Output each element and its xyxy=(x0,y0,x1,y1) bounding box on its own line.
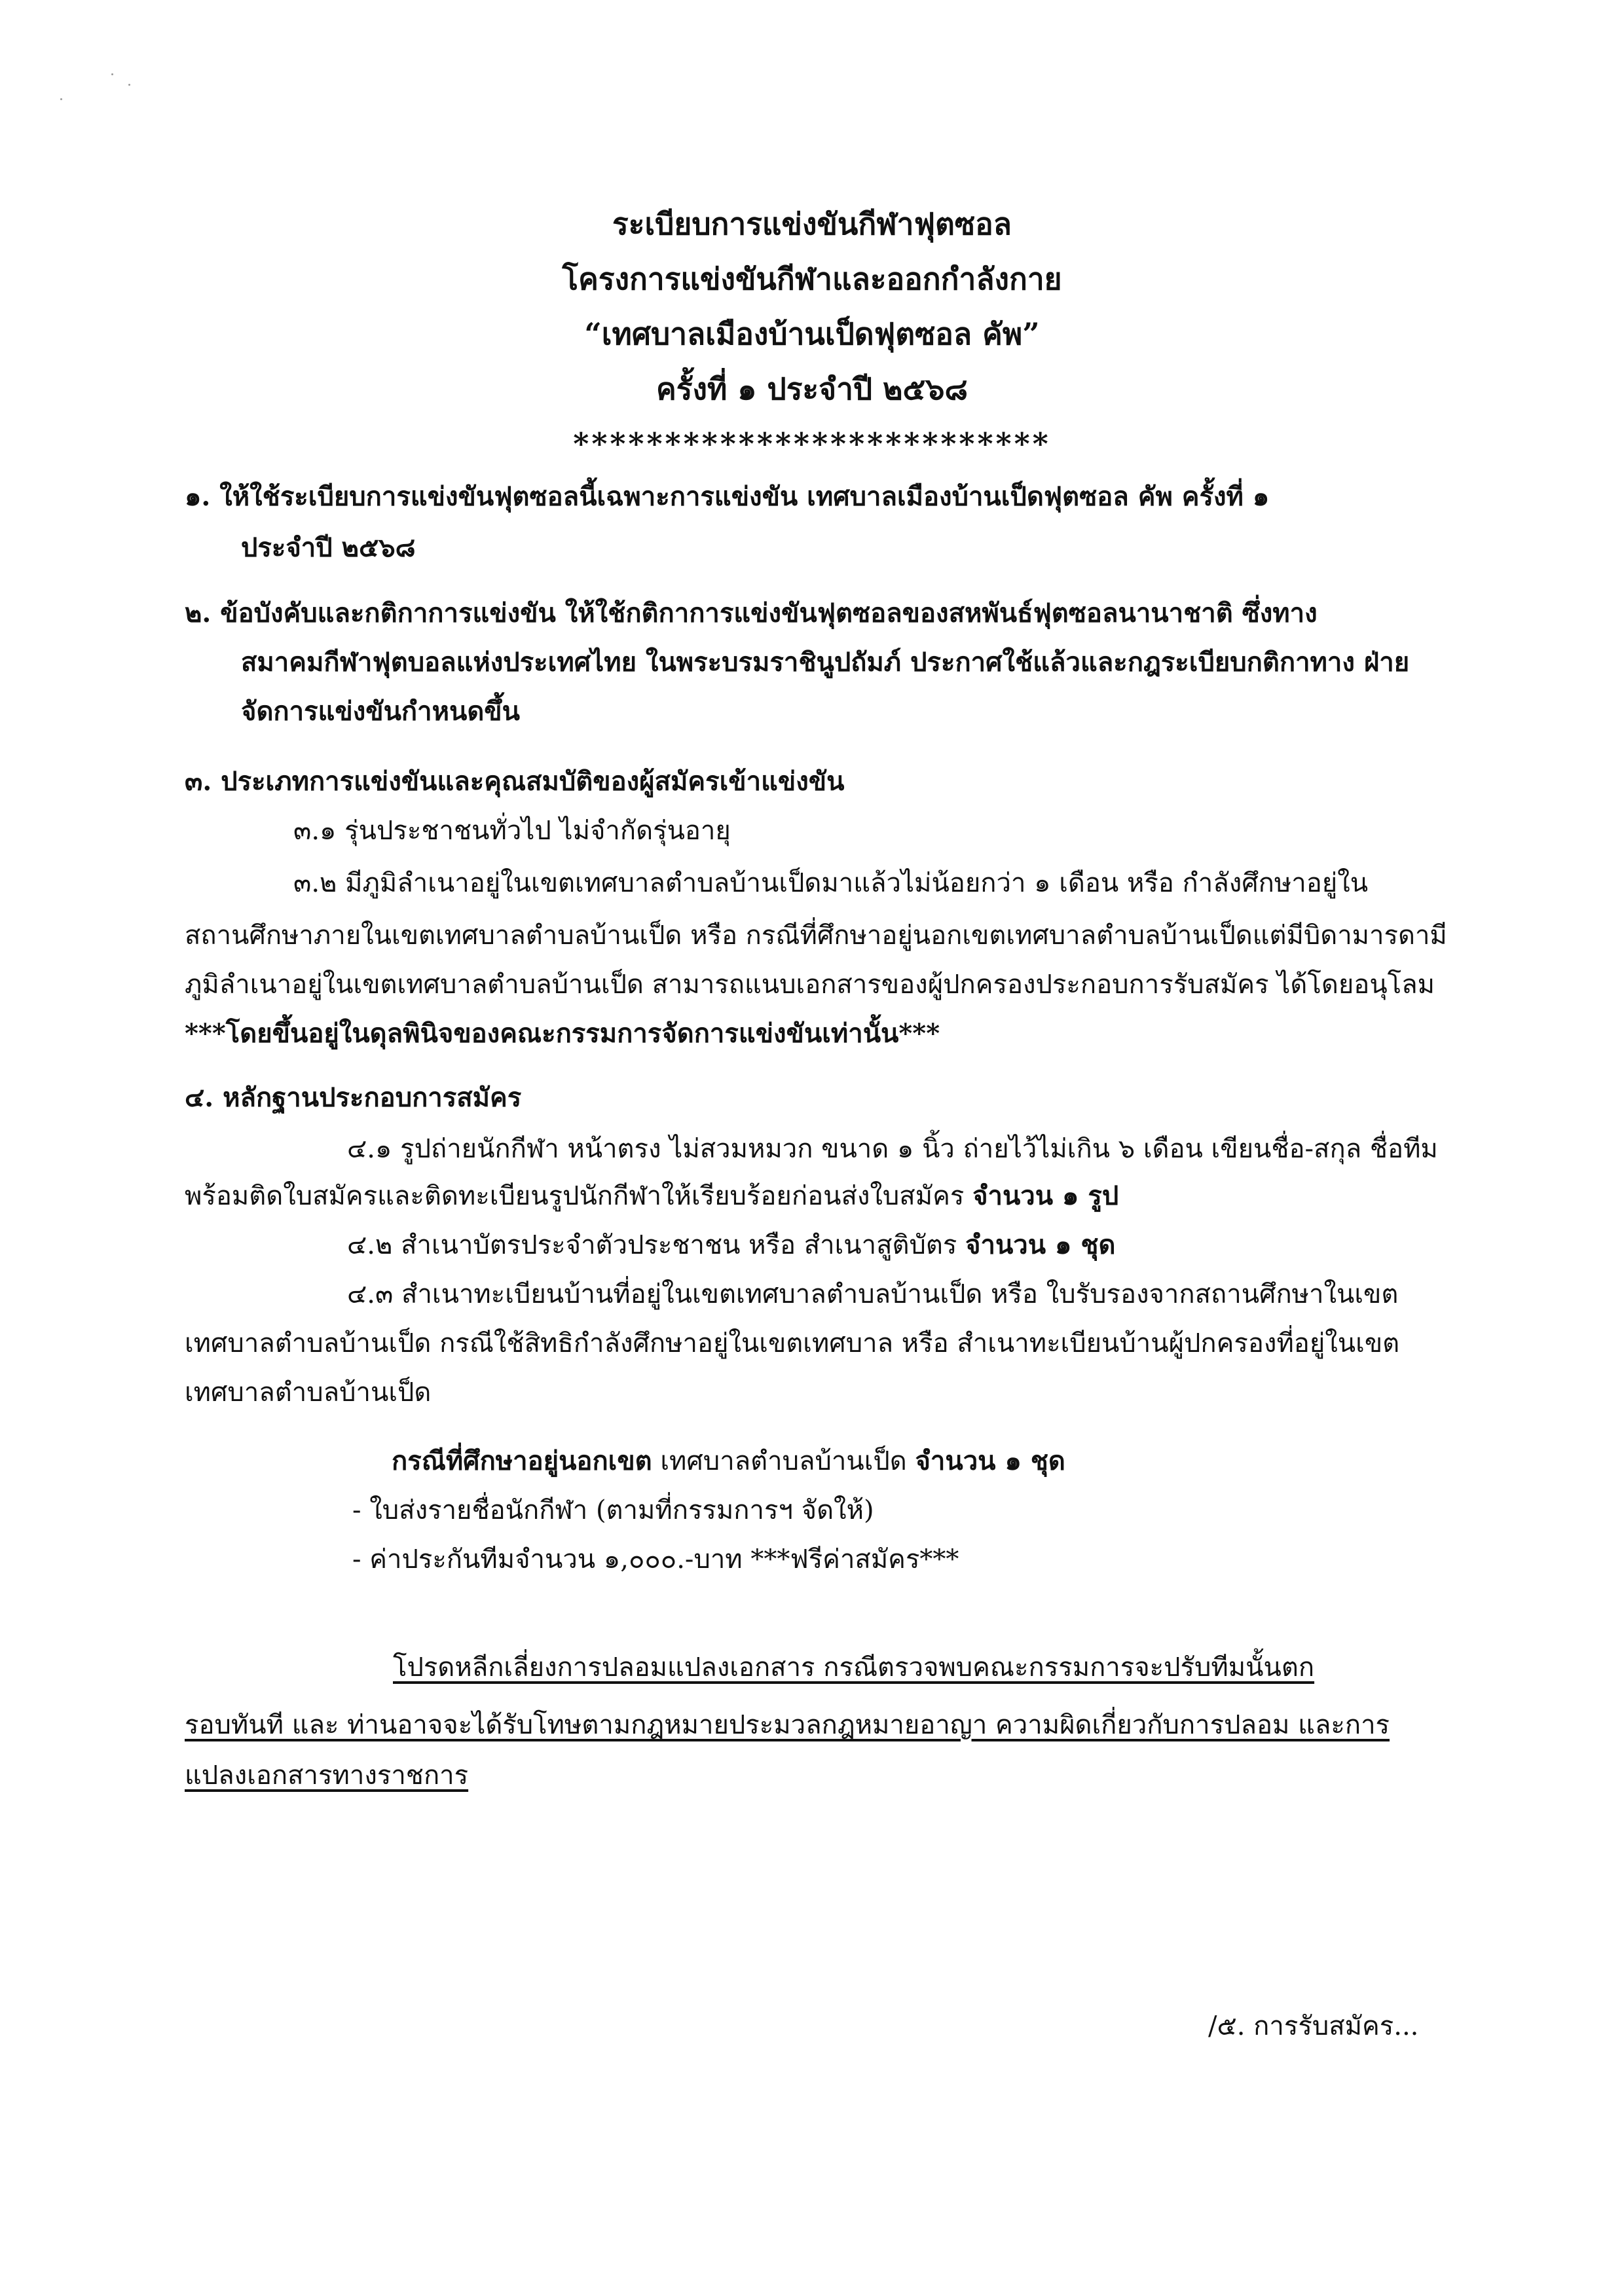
section3-item2-line1: ๓.๒ มีภูมิลำเนาอยู่ในเขตเทศบาลตำบลบ้านเป็ดมาแล้วไม่น้อยกว่า ๑ เดือน หรือ กำลังศึกษาอยู่ใน xyxy=(293,868,1369,898)
warning-line1: โปรดหลีกเลี่ยงการปลอมแปลงเอกสาร กรณีตรวจพบคณะกรรมการจะปรับทีมนั้นตก xyxy=(393,1652,1315,1683)
document-title: ระเบียบการแข่งขันกีฬาฟุตซอล xyxy=(612,206,1012,242)
warning-line3: แปลงเอกสารทางราชการ xyxy=(185,1760,469,1791)
outside-case-qty: จำนวน ๑ ชุด xyxy=(915,1446,1065,1476)
section2-line3: จัดการแข่งขันกำหนดขึ้น xyxy=(241,696,520,727)
outside-case-text: เทศบาลตำบลบ้านเป็ด xyxy=(660,1446,907,1476)
section4-item2-text: ๔.๒ สำเนาบัตรประจำตัวประชาชน หรือ สำเนาสูติบัตร xyxy=(347,1230,957,1260)
bullet-player-list: - ใบส่งรายชื่อนักกีฬา (ตามที่กรรมการฯ จัดให้) xyxy=(352,1495,874,1525)
scan-speck xyxy=(60,98,62,100)
section4-item1-line2 xyxy=(185,1172,1118,1220)
document-header xyxy=(0,196,1624,471)
section2-line1: ๒. ข้อบังคับและกติกาการแข่งขัน ให้ใช้กติกาการแข่งขันฟุตซอลของสหพันธ์ฟุตซอลนานาชาติ ซึ่งทาง xyxy=(185,598,1318,629)
section3-item2-line2: สถานศึกษาภายในเขตเทศบาลตำบลบ้านเป็ด หรือ กรณีที่ศึกษาอยู่นอกเขตเทศบาลตำบลบ้านเป็ดแต่มีบิดามารดามี xyxy=(185,920,1447,951)
section1-line1: ๑. ให้ใช้ระเบียบการแข่งขันฟุตซอลนี้เฉพาะการแข่งขัน เทศบาลเมืองบ้านเป็ดฟุตซอล คัพ ครั้งที่ ๑ xyxy=(185,481,1270,512)
cup-name: “เทศบาลเมืองบ้านเป็ดฟุตซอล คัพ” xyxy=(584,316,1040,352)
section1-line2: ประจำปี ๒๕๖๘ xyxy=(241,532,416,563)
section4-item3-line3: เทศบาลตำบลบ้านเป็ด xyxy=(185,1377,432,1408)
section4-item3-line1: ๔.๓ สำเนาทะเบียนบ้านที่อยู่ในเขตเทศบาลตำบลบ้านเป็ด หรือ ใบรับรองจากสถานศึกษาในเขต xyxy=(347,1279,1399,1309)
outside-case-line xyxy=(392,1437,1065,1485)
section4-item1-line1: ๔.๑ รูปถ่ายนักกีฬา หน้าตรง ไม่สวมหมวก ขนาด ๑ นิ้ว ถ่ายไว้ไม่เกิน ๖ เดือน เขียนชื่อ-สกุล ชื่อทีม xyxy=(347,1134,1438,1164)
outside-case-label: กรณีที่ศึกษาอยู่นอกเขต xyxy=(392,1446,652,1476)
scan-speck xyxy=(128,84,130,86)
section4-item1-qty: จำนวน ๑ รูป xyxy=(972,1180,1119,1211)
section2-line2: สมาคมกีฬาฟุตบอลแห่งประเทศไทย ในพระบรมราชินูปถัมภ์ ประกาศใช้แล้วและกฎระเบียบกติกาทาง ฝ่าย xyxy=(241,647,1410,678)
star-divider: ************************** xyxy=(573,426,1051,462)
continuation-note: /๕. การรับสมัคร... xyxy=(1208,2011,1419,2041)
warning-line2: รอบทันที และ ท่านอาจจะได้รับโทษตามกฎหมายประมวลกฎหมายอาญา ความผิดเกี่ยวกับการปลอม และการ xyxy=(185,1710,1390,1740)
section4-item2-qty: จำนวน ๑ ชุด xyxy=(965,1230,1116,1260)
edition-line: ครั้งที่ ๑ ประจำปี ๒๕๖๘ xyxy=(656,371,968,407)
section4-item3-line2: เทศบาลตำบลบ้านเป็ด กรณีใช้สิทธิกำลังศึกษาอยู่ในเขตเทศบาล หรือ สำเนาทะเบียนบ้านผู้ปกครองที่อยู่ในเขต xyxy=(185,1328,1400,1358)
scan-speck xyxy=(111,73,113,75)
section4-item2 xyxy=(347,1221,1115,1269)
section4-item1-text: พร้อมติดใบสมัครและติดทะเบียนรูปนักกีฬาให้เรียบร้อยก่อนส่งใบสมัคร xyxy=(185,1181,965,1211)
section4-heading: ๔. หลักฐานประกอบการสมัคร xyxy=(185,1082,522,1113)
section3-item2-line3: ภูมิลำเนาอยู่ในเขตเทศบาลตำบลบ้านเป็ด สามารถแนบเอกสารของผู้ปกครองประกอบการรับสมัคร ได้โดยอนุโลม xyxy=(185,970,1435,1000)
section3-note: ***โดยขึ้นอยู่ในดุลพินิจของคณะกรรมการจัดการแข่งขันเท่านั้น*** xyxy=(185,1018,940,1049)
bullet-team-deposit: - ค่าประกันทีมจำนวน ๑,๐๐๐.-บาท ***ฟรีค่าสมัคร*** xyxy=(352,1544,959,1575)
project-name: โครงการแข่งขันกีฬาและออกกำลังกาย xyxy=(562,261,1062,297)
section3-item1: ๓.๑ รุ่นประชาชนทั่วไป ไม่จำกัดรุ่นอายุ xyxy=(293,816,731,846)
section3-heading: ๓. ประเภทการแข่งขันและคุณสมบัติของผู้สมัครเข้าแข่งขัน xyxy=(185,766,845,797)
